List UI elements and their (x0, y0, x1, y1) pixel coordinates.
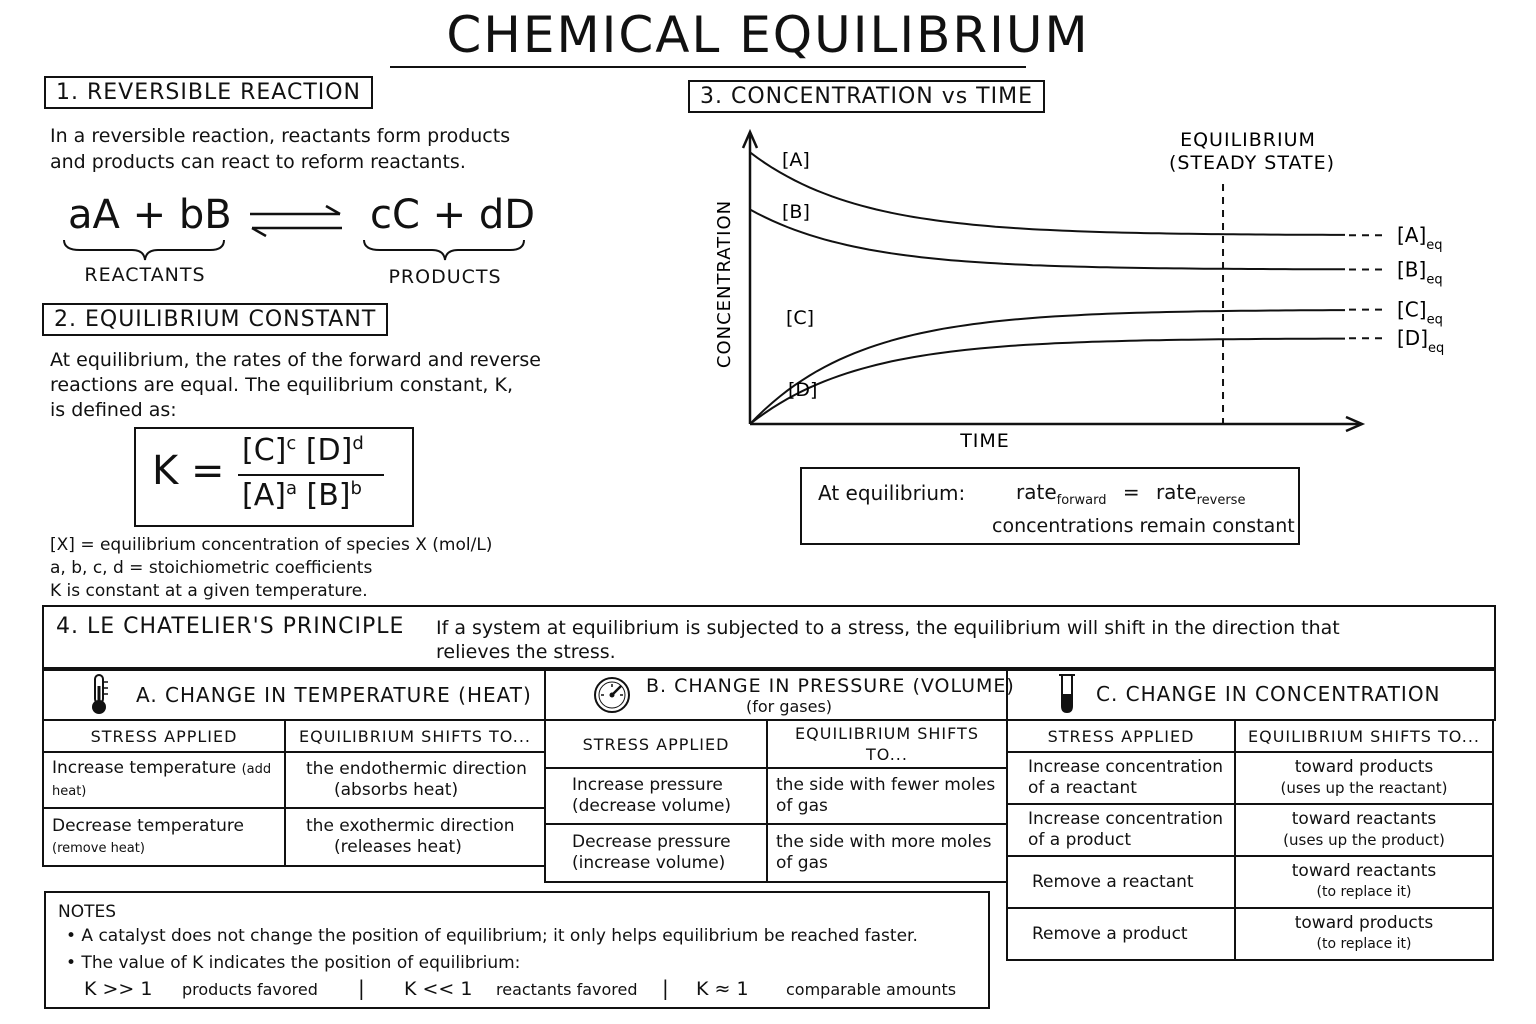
section2-desc-line3: is defined as: (50, 399, 177, 421)
panel-a-title: A. CHANGE IN TEMPERATURE (HEAT) (136, 683, 532, 707)
section1-heading: 1. REVERSIBLE REACTION (44, 76, 373, 109)
table-b-row2-stress (545, 824, 767, 882)
pressure-table (544, 719, 1008, 883)
equilibrium-arrows-icon (246, 200, 346, 240)
rate-line2: concentrations remain constant (992, 515, 1295, 537)
rate-forward-sub: forward (1056, 493, 1107, 508)
title-underline (390, 66, 1026, 68)
stress-line1: Increase concentration (1028, 809, 1224, 829)
notes-bullet-1: • A catalyst does not change the position of equilibrium; it only helps equilibrium be reached faster. (66, 926, 918, 946)
x-axis-label: TIME (960, 430, 1010, 452)
products-label: PRODUCTS (388, 266, 502, 288)
table-c-row2-stress (1007, 804, 1235, 856)
k-large-desc: products favored (182, 980, 318, 999)
num-d-exp: d (352, 433, 364, 454)
concentration-table (1006, 719, 1494, 961)
table-b-col-shift: EQUILIBRIUM SHIFTS TO... (767, 720, 1007, 768)
separator-1: | (358, 976, 365, 1000)
shift-line1: toward products (1294, 757, 1434, 777)
shift-line2: (releases heat) (334, 837, 462, 857)
table-b-col-stress: STRESS APPLIED (545, 720, 767, 768)
table-a-col-stress: STRESS APPLIED (43, 720, 285, 752)
section3-heading: 3. CONCENTRATION vs TIME (688, 80, 1045, 113)
rate-forward-word: rate (1016, 480, 1057, 504)
series-name-label-0: [A] (782, 149, 810, 171)
shift-line1: the endothermic direction (306, 759, 527, 779)
shift-line1: the exothermic direction (306, 816, 515, 836)
table-row (43, 808, 545, 866)
page-title: CHEMICAL EQUILIBRIUM (446, 6, 1090, 64)
stress-line2: of a reactant (1028, 778, 1137, 798)
table-b-row1-stress (545, 768, 767, 824)
k-note-2: a, b, c, d = stoichiometric coefficients (50, 558, 373, 578)
shift-line2: of gas (776, 853, 828, 873)
k-note-3: K is constant at a given temperature. (50, 581, 368, 601)
chart-series (750, 149, 1444, 424)
k-small: K << 1 (404, 978, 473, 1000)
stress-line1: Decrease pressure (572, 832, 731, 852)
stress-line1: Remove a reactant (1032, 871, 1194, 892)
rate-reverse-word: rate (1155, 480, 1197, 504)
table-c-row4-stress (1007, 908, 1235, 960)
k-denominator (242, 478, 362, 513)
stress-line2: of a product (1028, 830, 1131, 850)
den-b: [B] (306, 478, 351, 513)
concentration-time-chart (700, 118, 1470, 458)
table-c-col-shift: EQUILIBRIUM SHIFTS TO... (1235, 720, 1493, 752)
fraction-bar (238, 474, 384, 476)
panel-c-title: C. CHANGE IN CONCENTRATION (1096, 682, 1441, 706)
section1-desc-line1: In a reversible reaction, reactants form products (50, 125, 511, 147)
section2-desc-line2: reactions are equal. The equilibrium constant, K, (50, 374, 513, 396)
table-row (1007, 804, 1493, 856)
table-b-row1-shift (767, 768, 1007, 824)
series-eq-label-3: $[D]_{eq}$ (1397, 326, 1445, 357)
shift-line1: the side with more moles (776, 832, 992, 852)
k-small-desc: reactants favored (496, 980, 638, 999)
series-name-label-2: [C] (786, 307, 815, 329)
shift-line2: (absorbs heat) (334, 780, 459, 800)
section4-heading: 4. LE CHATELIER'S PRINCIPLE (56, 614, 405, 639)
num-d: [D] (305, 433, 353, 468)
series-line-2 (750, 310, 1345, 424)
equilibrium-label: EQUILIBRIUM (1180, 129, 1316, 151)
shift-line1: toward products (1294, 913, 1434, 933)
series-name-label-1: [B] (782, 201, 810, 223)
series-eq-label-0: $[A]_{eq}$ (1397, 223, 1443, 254)
den-a: [A] (242, 478, 286, 513)
stress-text: Decrease temperature (52, 815, 244, 836)
table-c-row3-stress (1007, 856, 1235, 908)
stress-text: Increase temperature (52, 758, 237, 778)
table-row (1007, 908, 1493, 960)
table-row (1007, 752, 1493, 804)
k-approx-one: K ≈ 1 (696, 978, 749, 1000)
stress-line1: Remove a product (1032, 923, 1188, 944)
table-row (43, 752, 545, 808)
stress-line2: (increase volume) (572, 853, 726, 873)
table-a-row1-shift (285, 752, 545, 808)
section2-heading: 2. EQUILIBRIUM CONSTANT (42, 303, 388, 336)
pressure-gauge-icon (592, 675, 632, 715)
stress-line1: Increase pressure (572, 775, 723, 795)
thermometer-icon (86, 672, 112, 716)
rate-reverse-sub: reverse (1196, 493, 1246, 508)
k-symbol: K = (152, 448, 225, 494)
section4-desc-line2: relieves the stress. (436, 641, 616, 663)
rate-equation (1016, 480, 1245, 508)
rate-prefix: At equilibrium: (818, 481, 966, 505)
reactants-brace (60, 238, 230, 264)
shift-line2: (to replace it) (1316, 884, 1412, 900)
table-c-row2-shift (1235, 804, 1493, 856)
shift-line2: (uses up the product) (1283, 831, 1445, 849)
series-line-1 (750, 210, 1345, 270)
separator-2: | (662, 976, 669, 1000)
table-c-row1-stress (1007, 752, 1235, 804)
products-formula: cC + dD (370, 192, 536, 238)
k-note-1: [X] = equilibrium concentration of species X (mol/L) (50, 535, 493, 555)
stress-note: (remove heat) (52, 840, 145, 856)
table-a-row1-stress (43, 752, 285, 808)
section2-desc-line1: At equilibrium, the rates of the forward and reverse (50, 349, 541, 371)
stress-line2: (decrease volume) (572, 796, 732, 816)
panel-b-title: B. CHANGE IN PRESSURE (VOLUME) (646, 675, 1015, 697)
table-row (1007, 856, 1493, 908)
notes-bullet-2: • The value of K indicates the position of equilibrium: (66, 953, 521, 973)
shift-line1: toward reactants (1291, 861, 1437, 881)
series-eq-label-1: $[B]_{eq}$ (1397, 257, 1443, 288)
shift-line2: (to replace it) (1316, 936, 1412, 952)
shift-line1: the side with fewer moles (776, 775, 996, 795)
table-c-row1-shift (1235, 752, 1493, 804)
series-line-3 (750, 339, 1345, 424)
stress-note: (add heat) (52, 762, 272, 799)
num-c-exp: c (286, 433, 297, 454)
section4-desc-line1: If a system at equilibrium is subjected to a stress, the equilibrium will shift in the direction that (436, 617, 1340, 639)
shift-line2: (uses up the reactant) (1280, 779, 1448, 797)
k-large: K >> 1 (84, 978, 153, 1000)
table-c-row4-shift (1235, 908, 1493, 960)
series-name-label-3: [D] (788, 379, 818, 401)
table-row (545, 768, 1007, 824)
table-a-row2-shift (285, 808, 545, 866)
k-numerator (242, 433, 364, 468)
reactants-formula: aA + bB (68, 192, 232, 238)
table-c-row3-shift (1235, 856, 1493, 908)
shift-line1: toward reactants (1291, 809, 1437, 829)
section1-desc-line2: and products can react to reform reactants. (50, 151, 466, 173)
reactants-label: REACTANTS (84, 264, 206, 286)
table-row (545, 824, 1007, 882)
panel-b-subtitle: (for gases) (746, 697, 833, 716)
y-axis-label: CONCENTRATION (714, 199, 735, 369)
table-b-row2-shift (767, 824, 1007, 882)
steady-state-label: (STEADY STATE) (1168, 152, 1336, 174)
temperature-table (42, 719, 546, 867)
den-b-exp: b (350, 478, 362, 499)
num-c: [C] (242, 433, 287, 468)
table-a-col-shift: EQUILIBRIUM SHIFTS TO... (285, 720, 545, 752)
table-a-row2-stress (43, 808, 285, 866)
products-brace (360, 238, 530, 264)
table-c-col-stress: STRESS APPLIED (1007, 720, 1235, 752)
den-a-exp: a (285, 478, 297, 499)
series-eq-label-2: $[C]_{eq}$ (1397, 297, 1443, 328)
rate-equals: = (1122, 480, 1140, 504)
stress-line1: Increase concentration (1028, 757, 1224, 777)
notes-heading: NOTES (58, 902, 117, 922)
test-tube-icon (1056, 672, 1078, 716)
shift-line2: of gas (776, 796, 828, 816)
k-approx-one-desc: comparable amounts (786, 980, 957, 999)
